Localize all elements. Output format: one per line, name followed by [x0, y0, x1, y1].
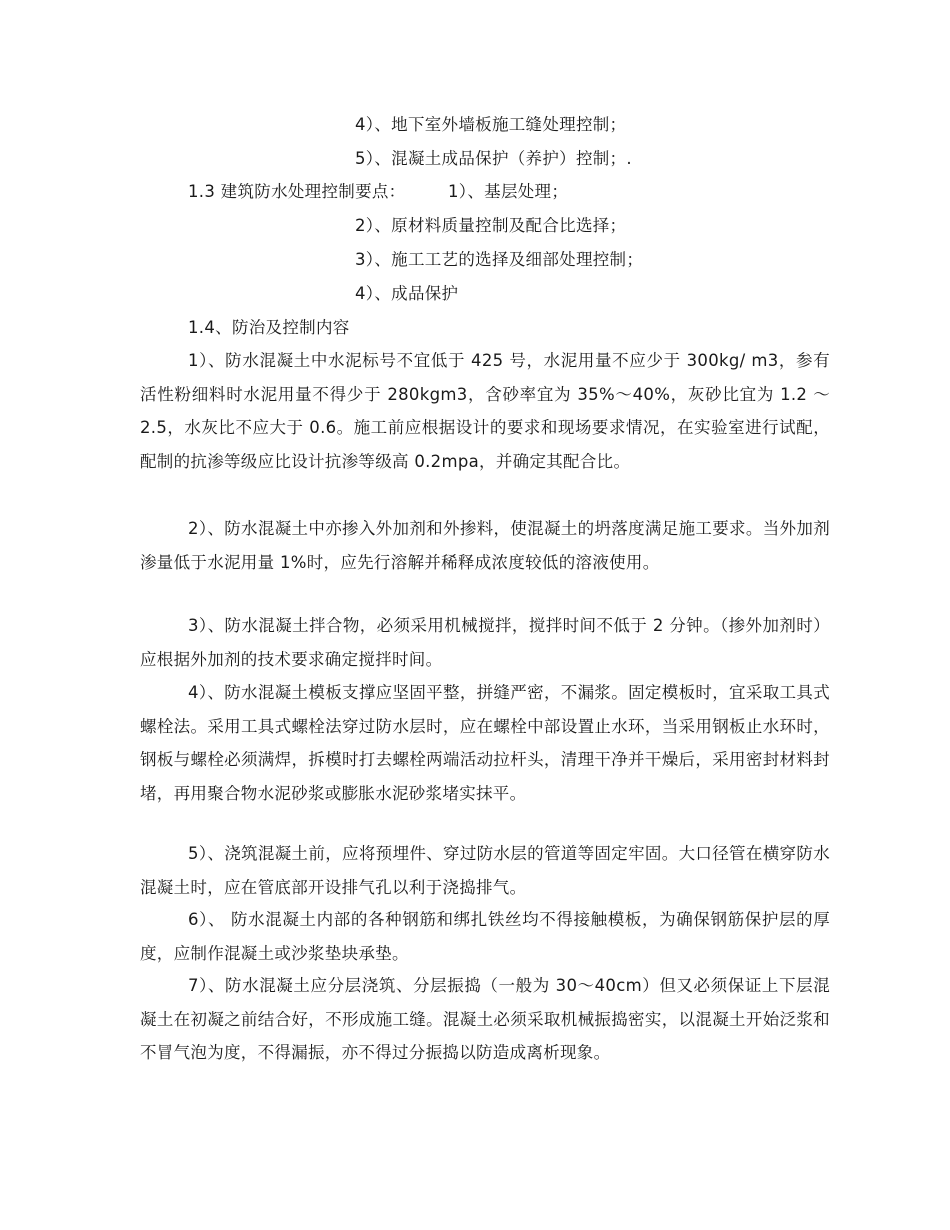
- list-item-curing-control: 5）、混凝土成品保护（养护）控制；.: [355, 149, 632, 168]
- section-1-3-item-1: 1）、基层处理；: [448, 182, 569, 201]
- paragraph-2: 2）、防水混凝土中亦掺入外加剂和外掺料，使混凝土的坍落度满足施工要求。当外加剂渗量低于水泥用量 1%时，应先行溶解并稀释成浓度较低的溶液使用。: [140, 519, 830, 572]
- paragraph-6: 6）、 防水混凝土内部的各种钢筋和绑扎铁丝均不得接触模板，为确保钢筋保护层的厚度，应制作混凝土或沙浆垫块承垫。: [140, 910, 830, 963]
- section-1-3-item-3: 3）、施工工艺的选择及细部处理控制；: [355, 250, 644, 269]
- paragraph-4: 4）、防水混凝土模板支撑应坚固平整，拼缝严密，不漏浆。固定模板时，宜采取工具式螺栓法。采用工具式螺栓法穿过防水层时，应在螺栓中部设置止水环，当采用钢板止水环时，钢板与螺栓必须满焊，拆模时打去螺栓两端活动拉杆头，清理干净并干燥后，采用密封材料封堵，再用聚合物水泥砂浆或膨胀水泥砂浆堵实抹平。: [140, 683, 830, 803]
- section-1-3-item-2: 2）、原材料质量控制及配合比选择；: [355, 216, 627, 235]
- paragraph-5: 5）、浇筑混凝土前，应将预埋件、穿过防水层的管道等固定牢固。大口径管在横穿防水混凝土时，应在管底部开设排气孔以利于浇捣排气。: [140, 844, 830, 897]
- paragraph-1: 1）、防水混凝土中水泥标号不宜低于 425 号，水泥用量不应少于 300kg/ m3，参有活性粉细料时水泥用量不得少于 280kgm3，含砂率宜为 35%～40%，灰砂比宜为 1.2 ～2.5，水灰比不应大于 0.6。施工前应根据设计的要求和现场要求情况，在实验室进行试配，配制的抗渗等级应比设计抗渗等级高 0.2mpa，并确定其配合比。: [140, 351, 830, 471]
- paragraph-3: 3）、防水混凝土拌合物，必须采用机械搅拌，搅拌时间不低于 2 分钟。（掺外加剂时）应根据外加剂的技术要求确定搅拌时间。: [140, 616, 830, 669]
- section-1-3-heading: 1.3 建筑防水处理控制要点：: [188, 182, 406, 201]
- paragraph-7: 7）、防水混凝土应分层浇筑、分层振捣（一般为 30～40cm）但又必须保证上下层混凝土在初凝之前结合好，不形成施工缝。混凝土必须采取机械振捣密实，以混凝土开始泛浆和不冒气泡为度，不得漏振，亦不得过分振捣以防造成离析现象。: [140, 976, 830, 1062]
- list-item-underground-joint: 4）、地下室外墙板施工缝处理控制；: [355, 115, 627, 134]
- section-1-4-heading: 1.4、防治及控制内容: [188, 318, 350, 337]
- section-1-3-item-4: 4）、成品保护: [355, 284, 459, 303]
